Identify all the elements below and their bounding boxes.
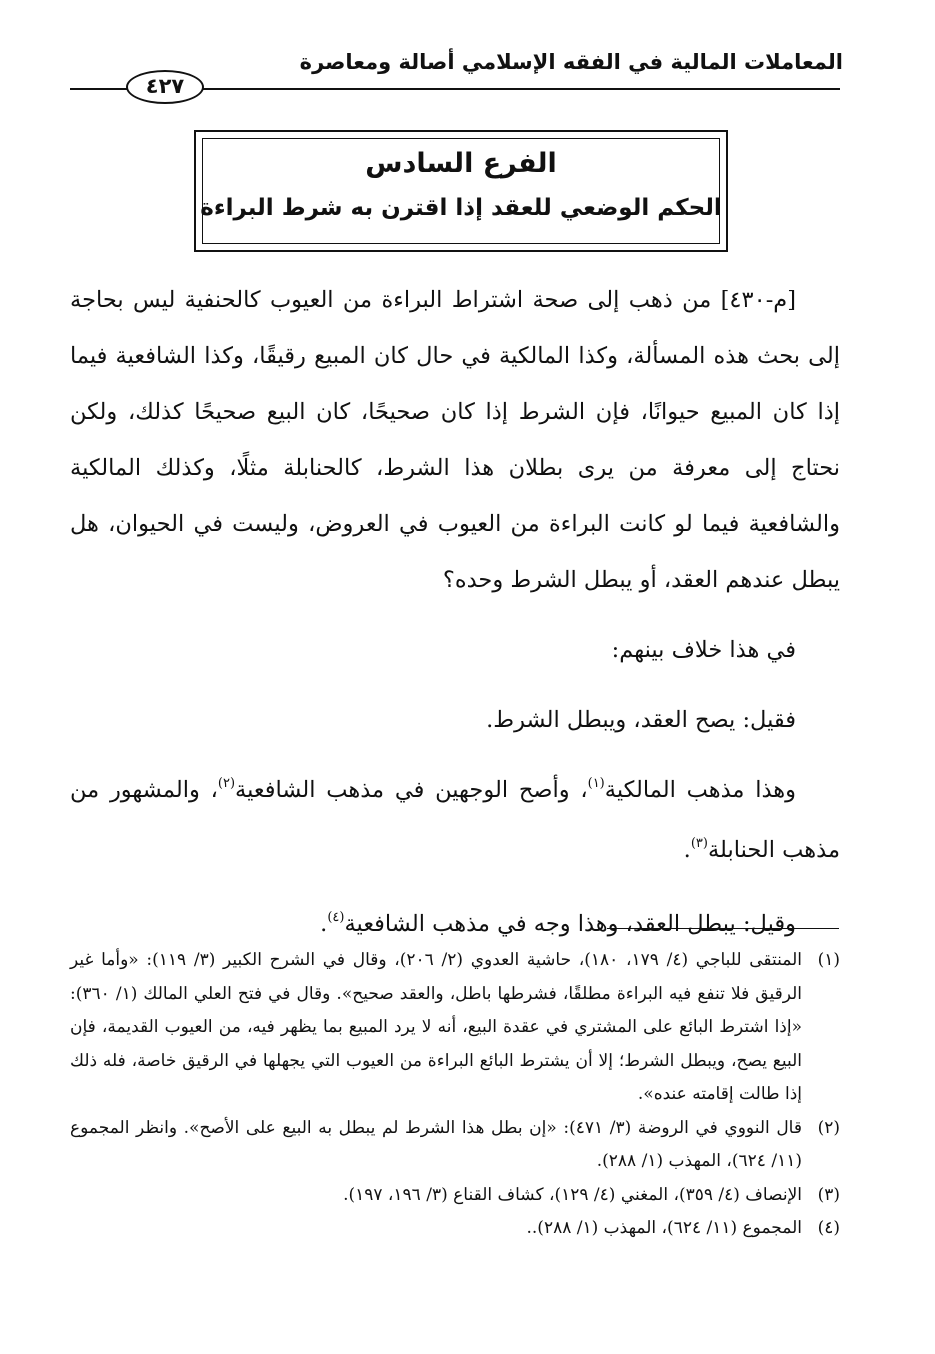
footnote-number: (٣) — [817, 1184, 840, 1205]
paragraph-4-text-b: ، وأصح الوجهين في مذهب الشافعية — [235, 777, 588, 803]
footnote-ref-1: (١) — [587, 776, 605, 791]
footnote-number: (١) — [817, 950, 840, 970]
footnote-3 — [70, 1179, 840, 1213]
footnote-number: (٢) — [817, 1117, 840, 1138]
paragraph-4-text-a: وهذا مذهب المالكية — [604, 777, 796, 803]
paragraph-2: في هذا خلاف بينهم: — [611, 637, 796, 663]
paragraph-5-text-a: وقيل: يبطل العقد، وهذا وجه في مذهب الشافعية — [344, 911, 796, 937]
section-subheading: الحكم الوضعي للعقد إذا اقترن به شرط البراءة — [200, 195, 722, 221]
footnote-text: المنتقى للباجي (٤/ ١٧٩، ١٨٠)، حاشية العدوي (٢/ ٢٠٦)، وقال في الشرح الكبير (٣/ ١١٩): «وأما غير الرقيق فلا تنفع فيه البراءة مطلقًا، فشرطها باطل، والعقد صحيح». وقال في فتح العلي المالك (١/ ٣٦٠): «إذا اشترط البائع على المشتري في عقدة البيع، أنه لا يرد المبيع بما يظهر فيه، من العيوب القديمة، فإن البيع يصح، ويبطل الشرط؛ إلا أن يشترط البائع البراءة من العيوب التي يجهلها في الرقيق خاصة، فله ذلك إذا طالت إقامته عنده». — [70, 950, 803, 1104]
footnote-ref-3: (٣) — [690, 836, 708, 851]
footnote-ref-4: (٤) — [327, 910, 345, 925]
footnote-text: قال النووي في الروضة (٣/ ٤٧١): «إن بطل هذا الشرط لم يبطل به البيع على الأصح». وانظر المجموع (١١/ ٦٢٤)، المهذب (١/ ٢٨٨). — [70, 1117, 802, 1171]
footnotes — [70, 944, 840, 1246]
paragraph-4-text-d: . — [683, 837, 691, 863]
running-header-title: المعاملات المالية في الفقه الإسلامي أصالة ومعاصرة — [299, 50, 843, 74]
footnote-ref-2: (٢) — [217, 776, 236, 791]
footnote-number: (٤) — [817, 1218, 840, 1238]
footnote-text: الإنصاف (٤/ ٣٥٩)، المغني (٤/ ١٢٩)، كشاف القناع (٣/ ١٩٦، ١٩٧). — [343, 1184, 802, 1205]
page-number: ٤٢٧ — [126, 70, 204, 104]
footnote-2 — [70, 1112, 840, 1179]
footnote-4 — [70, 1212, 840, 1246]
section-heading: الفرع السادس — [365, 148, 557, 179]
paragraph-4-text-c: ، والمشهور من مذهب الحنابلة — [70, 777, 840, 863]
main-text — [70, 272, 840, 956]
paragraph-4 — [70, 762, 840, 882]
footnote-text: المجموع (١١/ ٦٢٤)، المهذب (١/ ٢٨٨).. — [526, 1218, 802, 1238]
footnote-separator — [607, 928, 839, 929]
paragraph-1: [م-٤٣٠] من ذهب إلى صحة اشتراط البراءة من العيوب كالحنفية ليس بحاجة إلى بحث هذه المسألة، وكذا المالكية في حال كان المبيع رقيقًا، وكذا الشافعية فيما إذا كان المبيع حيوانًا، فإن الشرط إذا كان صحيحًا، كان البيع صحيحًا كذلك، ولكن نحتاج إلى معرفة من يرى بطلان هذا الشرط، كالحنابلة مثلًا، وكذلك المالكية والشافعية فيما لو كانت البراءة من العيوب في العروض، وليست في الحيوان، هل يبطل عندهم العقد، أو يبطل الشرط وحده؟ — [70, 287, 840, 593]
paragraph-5-text-b: . — [320, 911, 328, 937]
footnote-1 — [70, 944, 840, 1112]
paragraph-3: فقيل: يصح العقد، ويبطل الشرط. — [486, 707, 796, 733]
